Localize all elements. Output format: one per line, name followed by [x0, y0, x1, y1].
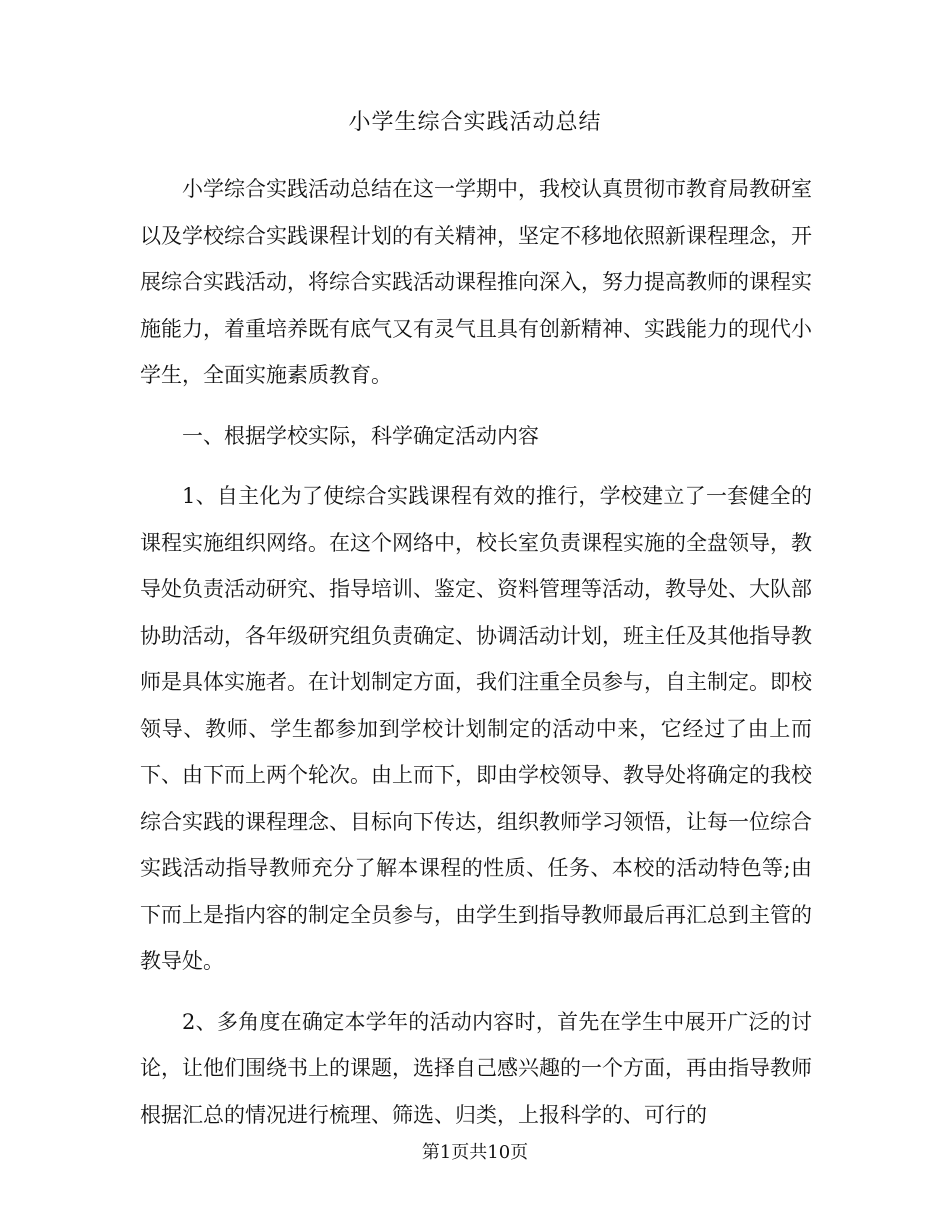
- page-number-footer: 第1页共10页: [421, 1142, 529, 1163]
- paragraph-item-2: 2、多角度在确定本学年的活动内容时，首先在学生中展开广泛的讨论，让他们围绕书上的课题，选择自己感兴趣的一个方面，再由指导教师根据汇总的情况进行梳理、筛选、归类，上报科学的、可行的: [140, 1009, 812, 1127]
- document-body: [140, 166, 812, 1138]
- paragraph-item-1: 1、自主化为了使综合实践课程有效的推行，学校建立了一套健全的课程实施组织网络。在这个网络中，校长室负责课程实施的全盘领导，教导处负责活动研究、指导培训、鉴定、资料管理等活动，教导处、大队部协助活动，各年级研究组负责确定、协调活动计划，班主任及其他指导教师是具体实施者。在计划制定方面，我们注重全员参与，自主制定。即校领导、教师、学生都参加到学校计划制定的活动中来，它经过了由上而下、由下而上两个轮次。由上而下，即由学校领导、教导处将确定的我校综合实践的课程理念、目标向下传达，组织教师学习领悟，让每一位综合实践活动指导教师充分了解本课程的性质、任务、本校的活动特色等;由下而上是指内容的制定全员参与，由学生到指导教师最后再汇总到主管的教导处。: [140, 484, 812, 973]
- document-title: 小学生综合实践活动总结: [348, 110, 602, 135]
- paragraph-intro: 小学综合实践活动总结在这一学期中，我校认真贯彻市教育局教研室以及学校综合实践课程计划的有关精神，坚定不移地依照新课程理念，开展综合实践活动，将综合实践活动课程推向深入，努力提高教师的课程实施能力，着重培养既有底气又有灵气且具有创新精神、实践能力的现代小学生，全面实施素质教育。: [140, 177, 812, 387]
- section-heading-1: 一、根据学校实际，科学确定活动内容: [182, 423, 539, 448]
